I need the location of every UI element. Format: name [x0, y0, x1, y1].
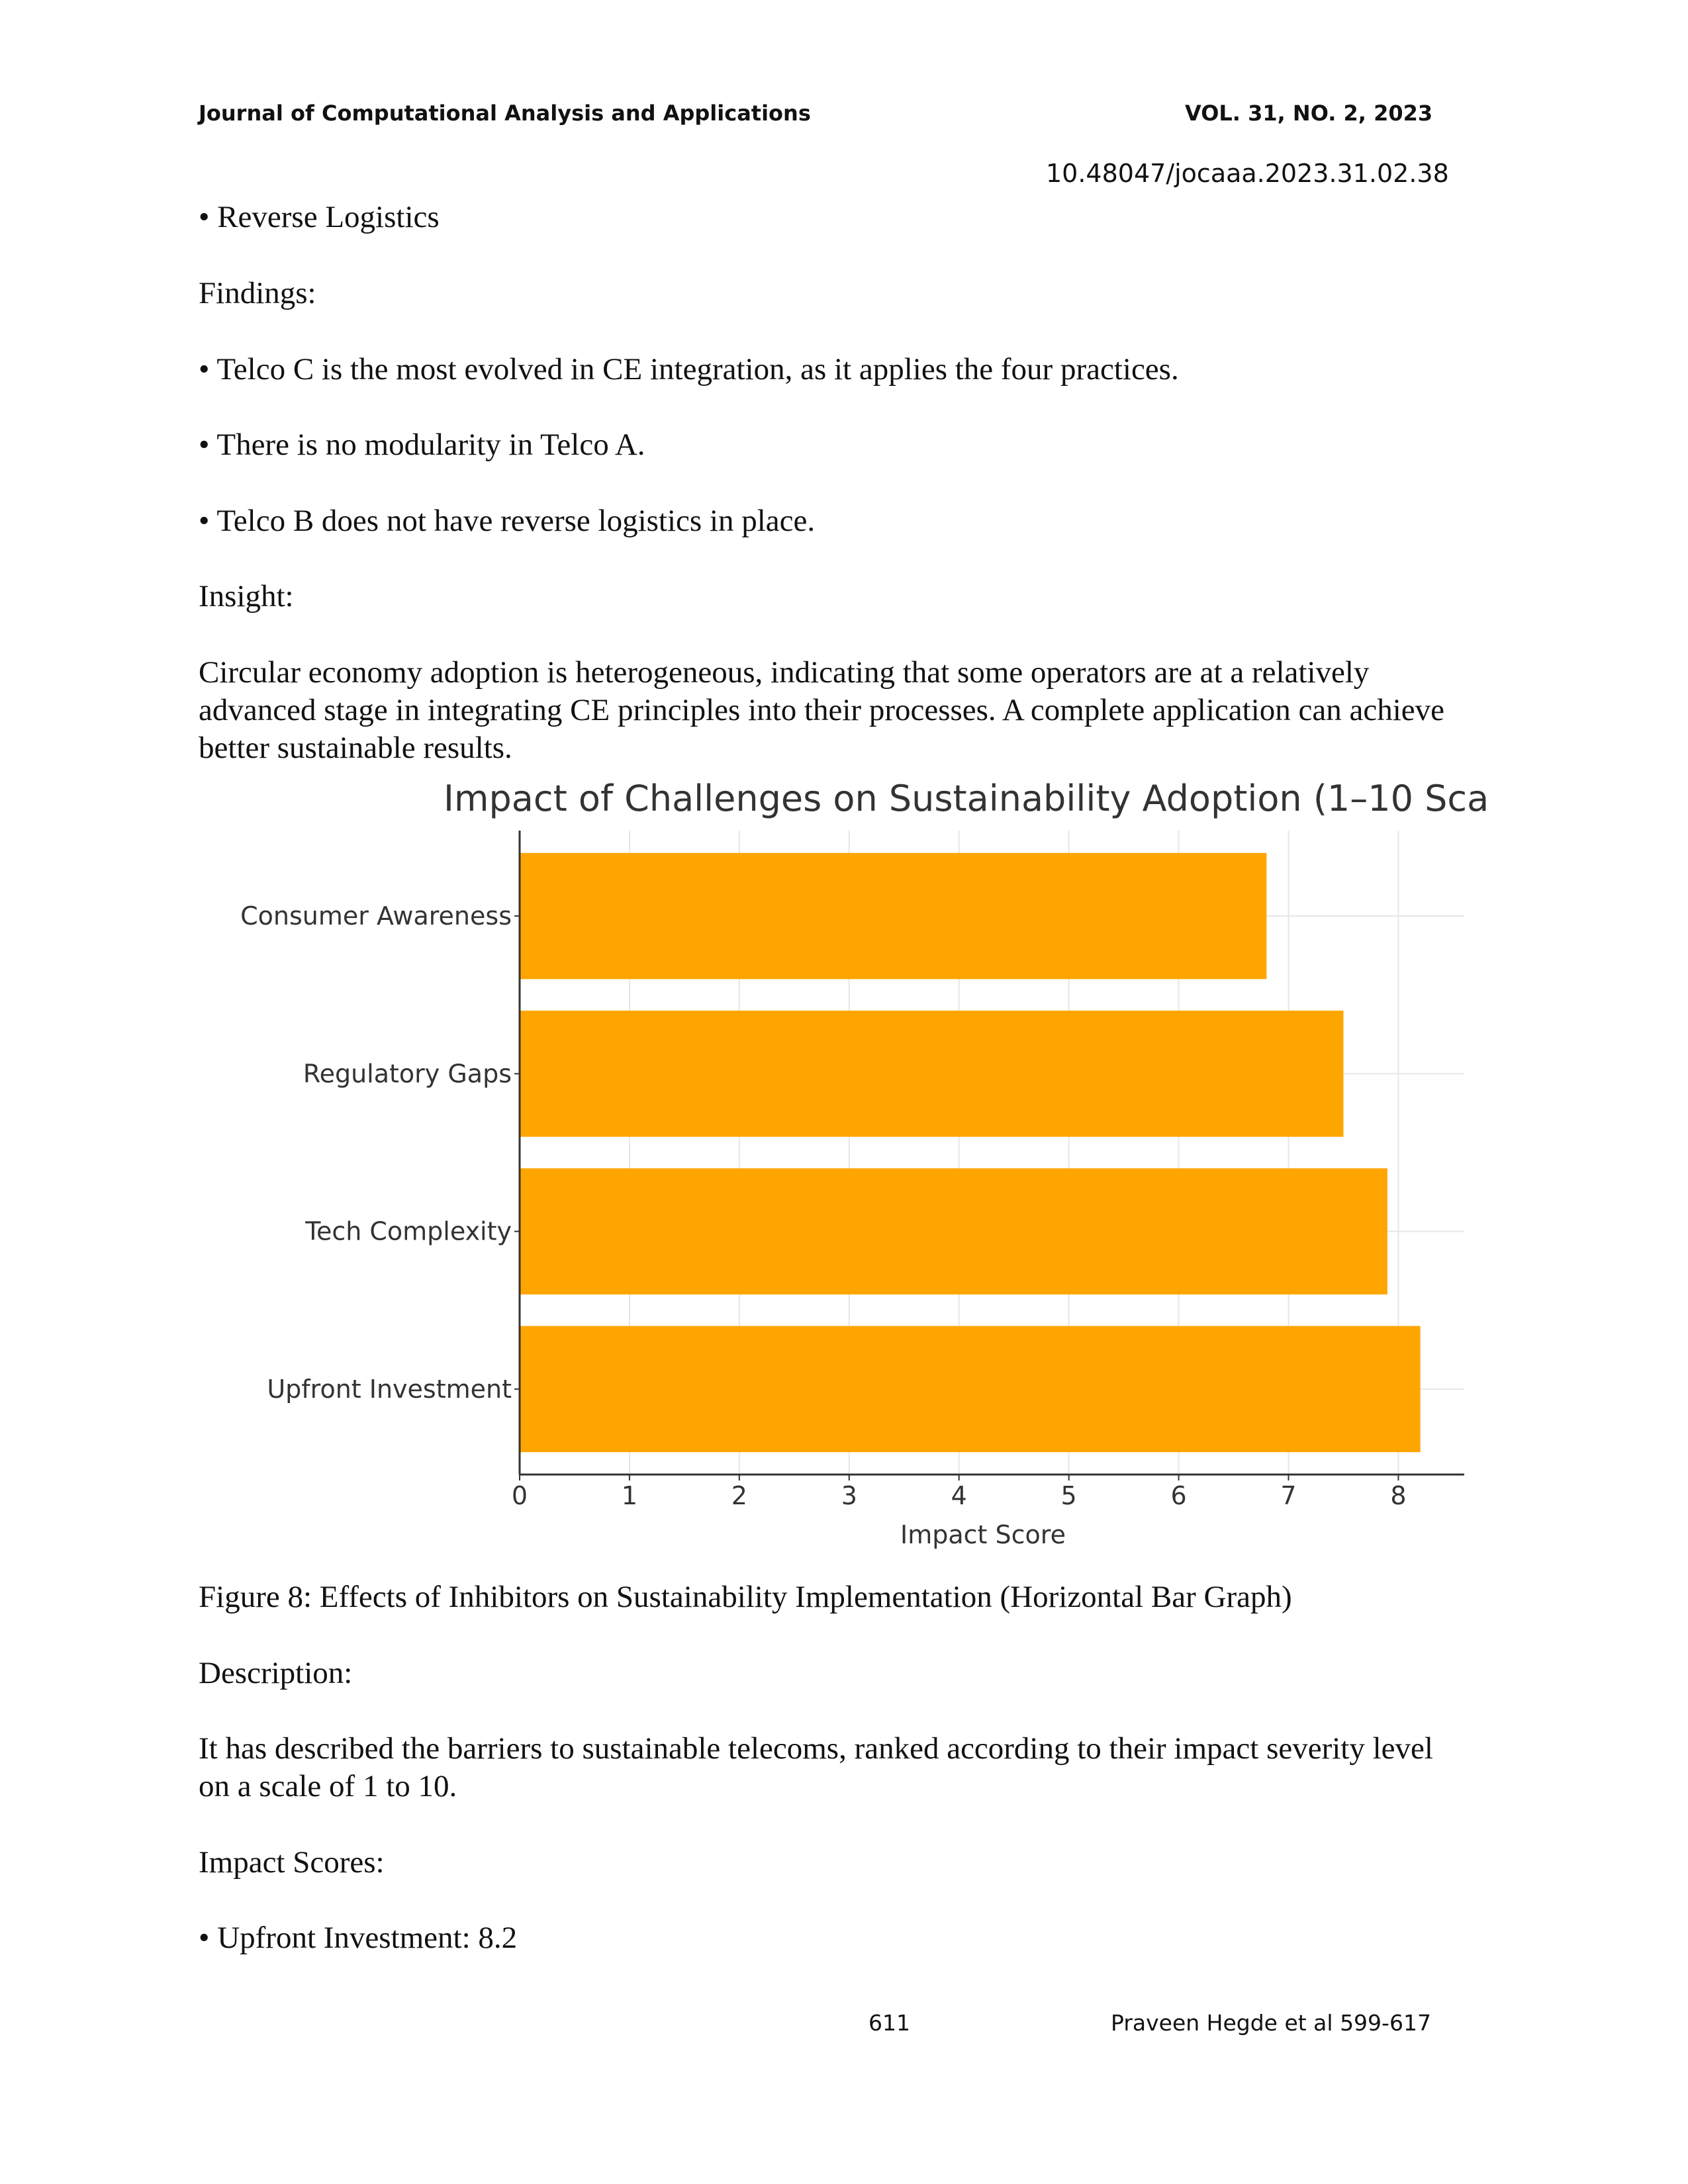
doi: 10.48047/jocaaa.2023.31.02.38 — [1046, 159, 1449, 188]
impact-score-1: • Upfront Investment: 8.2 — [199, 1921, 518, 1955]
finding-2: • There is no modularity in Telco A. — [199, 428, 645, 462]
y-tick-label: Upfront Investment — [267, 1374, 512, 1404]
page-number: 611 — [868, 2010, 910, 2036]
chart-bars — [520, 853, 1421, 1452]
bar-consumer-awareness — [520, 853, 1266, 979]
x-tick-label: 8 — [1390, 1481, 1407, 1510]
insight-heading: Insight: — [199, 579, 294, 614]
chart-title: Impact of Challenges on Sustainability Adoption (1–10 Sca — [444, 778, 1489, 819]
x-tick-label: 2 — [731, 1481, 747, 1510]
x-tick-label: 7 — [1280, 1481, 1297, 1510]
finding-3: • Telco B does not have reverse logistics in place. — [199, 504, 816, 538]
x-tick-label: 3 — [841, 1481, 857, 1510]
y-tick-label: Consumer Awareness — [240, 901, 512, 931]
description-text: It has described the barriers to sustainable telecoms, ranked according to their impact severity level on a scale of 1 to 10. — [199, 1731, 1433, 1803]
x-tick-label: 5 — [1060, 1481, 1077, 1510]
journal-title: Journal of Computational Analysis and Applications — [199, 101, 811, 126]
x-tick-label: 1 — [621, 1481, 638, 1510]
x-tick-label: 4 — [951, 1481, 967, 1510]
x-tick-label: 6 — [1170, 1481, 1187, 1510]
bar-tech-complexity — [520, 1168, 1387, 1295]
findings-heading: Findings: — [199, 276, 316, 310]
description-heading: Description: — [199, 1656, 353, 1690]
insight-text: Circular economy adoption is heterogeneous, indicating that some operators are at a relatively advanced stage in integrating CE principles into their processes. A complete application can achieve better sustainable results. — [199, 655, 1444, 765]
y-tick-label: Tech Complexity — [305, 1216, 512, 1246]
figure-caption: Figure 8: Effects of Inhibitors on Sustainability Implementation (Horizontal Bar Graph) — [199, 1580, 1292, 1614]
impact-bar-chart — [199, 778, 1496, 1562]
y-tick-label: Regulatory Gaps — [303, 1059, 512, 1089]
volume-info: VOL. 31, NO. 2, 2023 — [1185, 101, 1433, 126]
bar-regulatory-gaps — [520, 1011, 1343, 1137]
bar-upfront-investment — [520, 1326, 1421, 1453]
x-axis-label: Impact Score — [900, 1520, 1066, 1549]
impact-heading: Impact Scores: — [199, 1845, 385, 1880]
finding-1: • Telco C is the most evolved in CE integration, as it applies the four practices. — [199, 352, 1179, 387]
bullet-reverse-logistics: • Reverse Logistics — [199, 200, 440, 234]
x-tick-label: 0 — [511, 1481, 528, 1510]
citation: Praveen Hegde et al 599-617 — [1111, 2010, 1431, 2036]
